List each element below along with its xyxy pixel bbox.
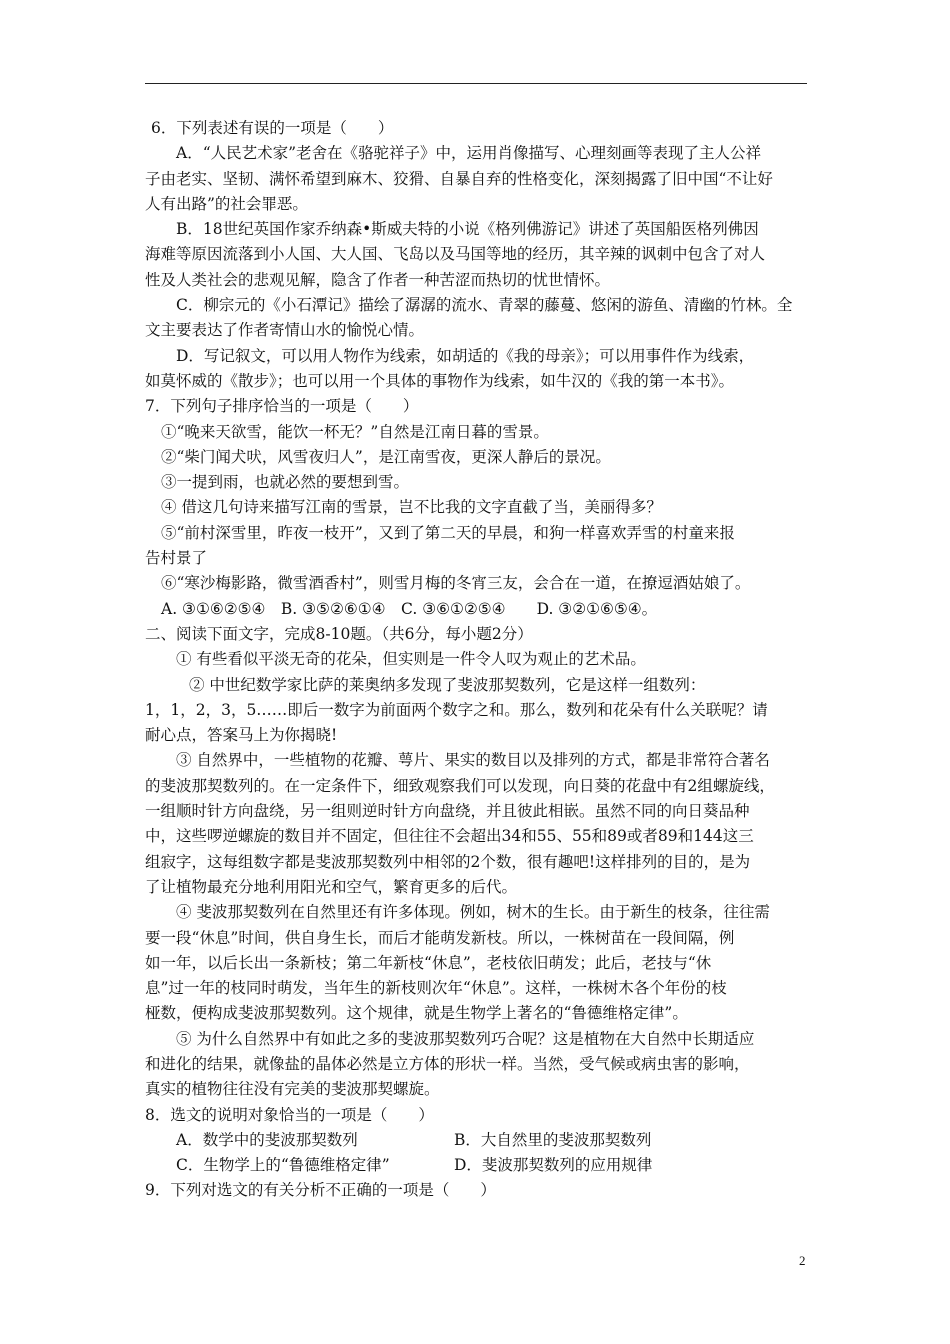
q7-sentence-3: ③一提到雨，也就必然的要想到雪。: [161, 473, 410, 492]
q6-choice-b-line2: 海难等原因流落到小人国、大人国、飞岛以及马国等地的经历，其辛辣的讽刺中包含了对人: [145, 245, 766, 264]
q6-choice-a-line1: A．“人民艺术家”老舍在《骆驼祥子》中，运用肖像描写、心理刻画等表现了主人公祥: [176, 144, 762, 163]
page-number: 2: [799, 1253, 806, 1268]
para5-line3: 真实的植物往往没有完美的斐波那契螺旋。: [145, 1080, 440, 1099]
para4-line5: 桠数，便构成斐波那契数列。这个规律，就是生物学上著名的“鲁德维格定律”。: [145, 1004, 688, 1023]
para3-line3: 一组顺时针方向盘绕，另一组则逆时针方向盘绕，并且彼此相嵌。虽然不同的向日葵品种: [145, 802, 750, 821]
para1-line1: ① 有些看似平淡无奇的花朵，但实则是一件令人叹为观止的艺术品。: [176, 650, 646, 669]
section2-heading: 二、阅读下面文字，完成8-10题。（共6分，每小题2分）: [145, 624, 533, 643]
q7-stem: 7．下列句子排序恰当的一项是（ ）: [145, 397, 419, 416]
q9-stem: 9．下列对选文的有关分析不正确的一项是（ ）: [145, 1181, 496, 1200]
q8-stem: 8．选文的说明对象恰当的一项是（ ）: [145, 1105, 434, 1124]
q6-choice-a-line3: 人有出路”的社会罪恶。: [145, 194, 308, 213]
para4-line1: ④ 斐波那契数列在自然里还有许多体现。例如，树木的生长。由于新生的枝条，往往需: [176, 903, 770, 922]
q8-options-row2: [145, 1153, 810, 1178]
para5-line1: ⑤ 为什么自然界中有如此之多的斐波那契数列巧合呢？这是植物在大自然中长期适应: [176, 1029, 755, 1048]
q7-sentence-2: ②“柴门闻犬吠，风雪夜归人”，是江南雪夜，更深人静后的景况。: [161, 447, 611, 466]
q8-option-c: C．生物学上的“鲁德维格定律”: [176, 1156, 390, 1175]
q6-choice-a-line2: 子由老实、坚韧、满怀希望到麻木、狡猾、自暴自弃的性格变化，深刻揭露了旧中国“不让好: [145, 169, 773, 188]
q8-option-b: B．大自然里的斐波那契数列: [454, 1130, 652, 1149]
q7-sentence-5-line2: 告村景了: [145, 549, 208, 568]
para2-line3: 耐心点，答案马上为你揭晓!: [145, 726, 338, 745]
para3-line4: 中，这些啰逆螺旋的数目并不固定，但往往不会超出34和55、55和89或者89和144这三: [145, 827, 754, 846]
para2-line2: 1，1，2，3，5……即后一数字为前面两个数字之和。那么，数列和花朵有什么关联呢？请: [145, 700, 768, 719]
q7-sentence-1: ①“晚来天欲雪，能饮一杯无？”自然是江南日暮的雪景。: [161, 422, 549, 441]
q6-choice-d-line2: 如莫怀威的《散步》；也可以用一个具体的事物作为线索，如牛汉的《我的第一本书》。: [145, 371, 735, 390]
q6-choice-d-line1: D．写记叙文，可以用人物作为线索，如胡适的《我的母亲》；可以用事件作为线索，: [176, 346, 755, 365]
q8-option-d: D．斐波那契数列的应用规律: [454, 1156, 653, 1175]
q7-sentence-4: ④ 借这几句诗来描写江南的雪景，岂不比我的文字直截了当，美丽得多？: [161, 498, 662, 517]
q6-choice-b-line1: B．18世纪英国作家乔纳森•斯威夫特的小说《格列佛游记》讲述了英国船医格列佛因: [176, 220, 759, 239]
para4-line2: 要一段“休息”时间，供自身生长，而后才能萌发新枝。所以，一株树苗在一段间隔，例: [145, 928, 735, 947]
q6-choice-b-line3: 性及人类社会的悲观见解，隐含了作者一种苦涩而热切的忧世情怀。: [145, 270, 611, 289]
para3-line1: ③ 自然界中，一些植物的花瓣、萼片、果实的数目以及排列的方式，都是非常符合著名: [176, 751, 770, 770]
para3-line5: 组寂字，这每组数字都是斐波那契数列中相邻的2个数，很有趣吧!这样排列的目的，是为: [145, 852, 751, 871]
page-content: [145, 116, 810, 1204]
para5-line2: 和进化的结果，就像盐的晶体必然是立方体的形状一样。当然，受气候或病虫害的影响，: [145, 1054, 750, 1073]
header-rule: [145, 83, 807, 84]
q7-options: A. ③①⑥②⑤④ B. ③⑤②⑥①④ C. ③⑥①②⑤④ D. ③②①⑥⑤④。: [161, 599, 658, 618]
q6-choice-c-line1: C．柳宗元的《小石潭记》描绘了潺潺的流水、青翠的藤蔓、悠闲的游鱼、清幽的竹林。全: [176, 296, 793, 315]
para4-line4: 息”过一年的枝同时萌发，当年生的新枝则次年“休息”。这样，一株树木各个年份的枝: [145, 979, 727, 998]
para2-line1: ② 中世纪数学家比萨的莱奥纳多发现了斐波那契数列，它是这样一组数列：: [189, 675, 706, 694]
q7-sentence-5-line1: ⑤“前村深雪里，昨夜一枝开”，又到了第二天的早晨，和狗一样喜欢弄雪的村童来报: [161, 523, 735, 542]
para3-line2: 的斐波那契数列的。在一定条件下，细致观察我们可以发现，向日葵的花盘中有2组螺旋线，: [145, 776, 775, 795]
para3-line6: 了让植物最充分地利用阳光和空气，繁育更多的后代。: [145, 877, 518, 896]
q6-stem: 6．下列表述有误的一项是（ ）: [151, 119, 394, 137]
q6-choice-c-line2: 文主要表达了作者寄情山水的愉悦心情。: [145, 321, 425, 340]
para4-line3: 如一年，以后长出一条新枝；第二年新枝“休息”，老枝依旧萌发；此后，老技与“休: [145, 953, 712, 972]
q8-option-a: A．数学中的斐波那契数列: [176, 1130, 358, 1149]
q8-options-row1: [145, 1128, 810, 1153]
q7-sentence-6: ⑥“寒沙梅影路，微雪酒香村”，则雪月梅的冬宵三友，会合在一道，在撩逗酒姑娘了。: [161, 574, 751, 593]
